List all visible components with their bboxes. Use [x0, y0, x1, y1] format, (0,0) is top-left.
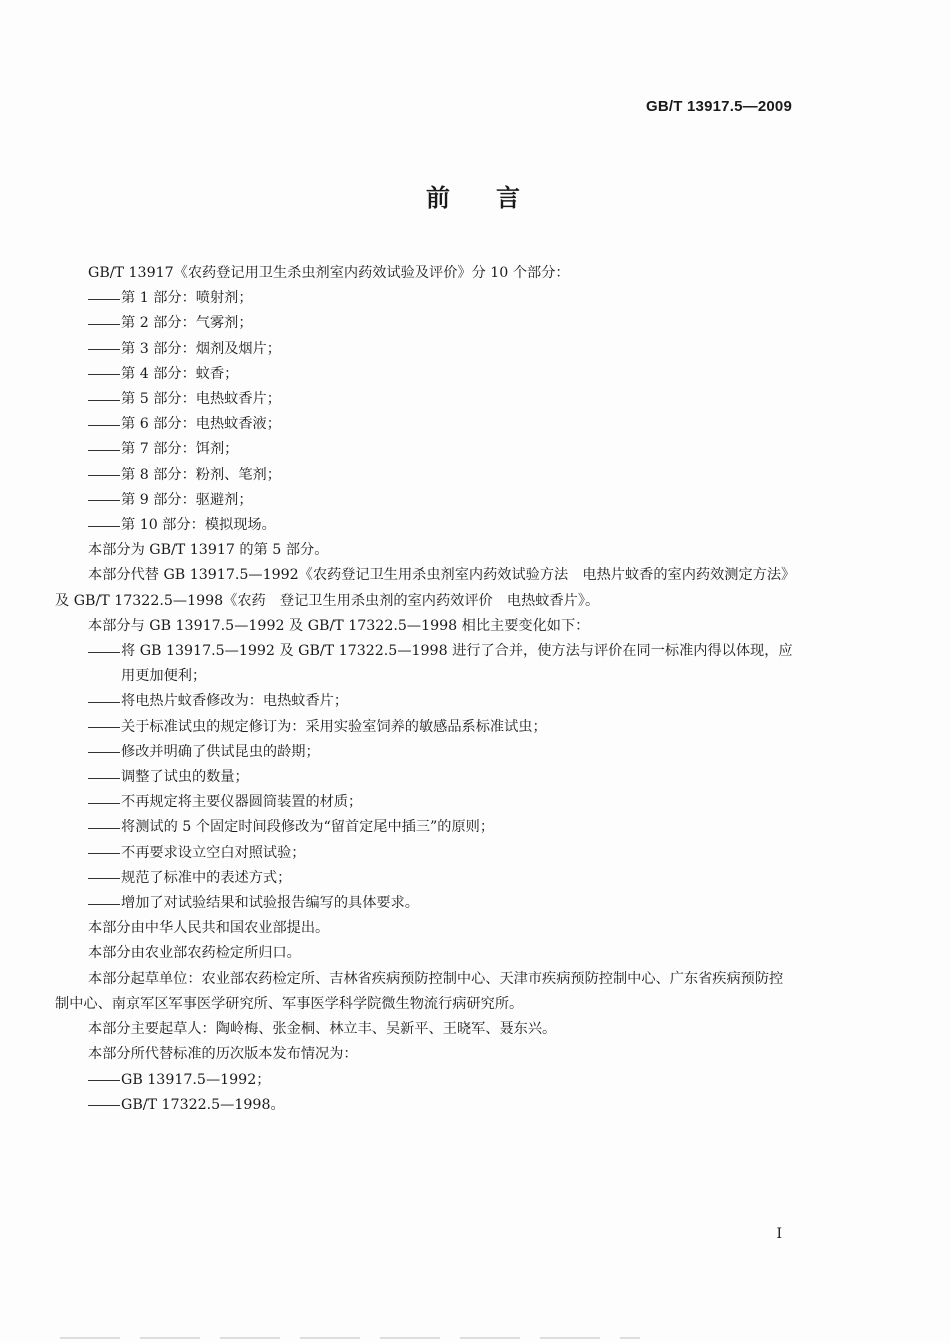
- list-item: 修改并明确了供试昆虫的龄期；: [55, 740, 795, 765]
- standard-code: GB/T 13917.5—2009: [646, 98, 792, 115]
- paragraph: 本部分为 GB/T 13917 的第 5 部分。: [88, 542, 329, 559]
- paragraph: 本部分主要起草人：陶岭梅、张金桐、林立丰、吴新平、王晓军、聂东兴。: [88, 1021, 557, 1038]
- scan-artifact-line: [60, 1337, 640, 1339]
- paragraph: 本部分所代替标准的历次版本发布情况为：: [88, 1046, 358, 1063]
- paragraph: 本部分与 GB 13917.5—1992 及 GB/T 17322.5—1998 相比主要变化如下：: [88, 617, 590, 634]
- list-item: 将 GB 13917.5—1992 及 GB/T 17322.5—1998 进行了合并，使方法与评价在同一标准内得以体现，应用更加便利；: [55, 639, 795, 689]
- title-char-1: 前: [426, 184, 454, 212]
- page-number: I: [776, 1226, 782, 1242]
- list-item: 将测试的 5 个固定时间段修改为“留首定尾中插三”的原则；: [55, 815, 795, 840]
- list-item: 第 3 部分：烟剂及烟片；: [55, 337, 795, 362]
- list-item: 调整了试虫的数量；: [55, 765, 795, 790]
- list-item: 第 8 部分：粉剂、笔剂；: [55, 463, 795, 488]
- list-item: 规范了标准中的表述方式；: [55, 866, 795, 891]
- list-item: 将电热片蚊香修改为：电热蚊香片；: [55, 689, 795, 714]
- list-item: 第 2 部分：气雾剂；: [55, 311, 795, 336]
- title-char-2: 言: [496, 184, 524, 212]
- list-item: 第 5 部分：电热蚊香片；: [55, 387, 795, 412]
- list-item: GB 13917.5—1992；: [55, 1068, 795, 1093]
- list-item: 第 4 部分：蚊香；: [55, 362, 795, 387]
- list-item: 第 1 部分：喷射剂；: [55, 286, 795, 311]
- paragraph: GB/T 13917《农药登记用卫生杀虫剂室内药效试验及评价》分 10 个部分：: [88, 265, 570, 281]
- page-title: [0, 178, 950, 213]
- paragraph: 本部分起草单位：农业部农药检定所、吉林省疾病预防控制中心、天津市疾病预防控制中心、广东省疾病预防控制中心、南京军区军事医学研究所、军事医学科学院微生物流行病研究所。: [55, 970, 784, 1012]
- list-item: 关于标准试虫的规定修订为：采用实验室饲养的敏感品系标准试虫；: [55, 715, 795, 740]
- list-item: 第 7 部分：饵剂；: [55, 437, 795, 462]
- list-item: 第 10 部分：模拟现场。: [55, 513, 795, 538]
- paragraph: 本部分代替 GB 13917.5—1992《农药登记卫生用杀虫剂室内药效试验方法 电热片蚊香的室内药效测定方法》及 GB/T 17322.5—1998《农药 登记卫生用杀虫剂的室内药效评价 电热蚊香片》。: [55, 567, 789, 609]
- list-item: 第 9 部分：驱避剂；: [55, 488, 795, 513]
- document-body: [55, 261, 795, 1118]
- list-item: 不再规定将主要仪器圆筒装置的材质；: [55, 790, 795, 815]
- list-item: 增加了对试验结果和试验报告编写的具体要求。: [55, 891, 795, 916]
- list-item: 第 6 部分：电热蚊香液；: [55, 412, 795, 437]
- list-item: GB/T 17322.5—1998。: [55, 1093, 795, 1118]
- paragraph: 本部分由中华人民共和国农业部提出。: [88, 920, 330, 937]
- list-item: 不再要求设立空白对照试验；: [55, 841, 795, 866]
- paragraph: 本部分由农业部农药检定所归口。: [88, 945, 301, 962]
